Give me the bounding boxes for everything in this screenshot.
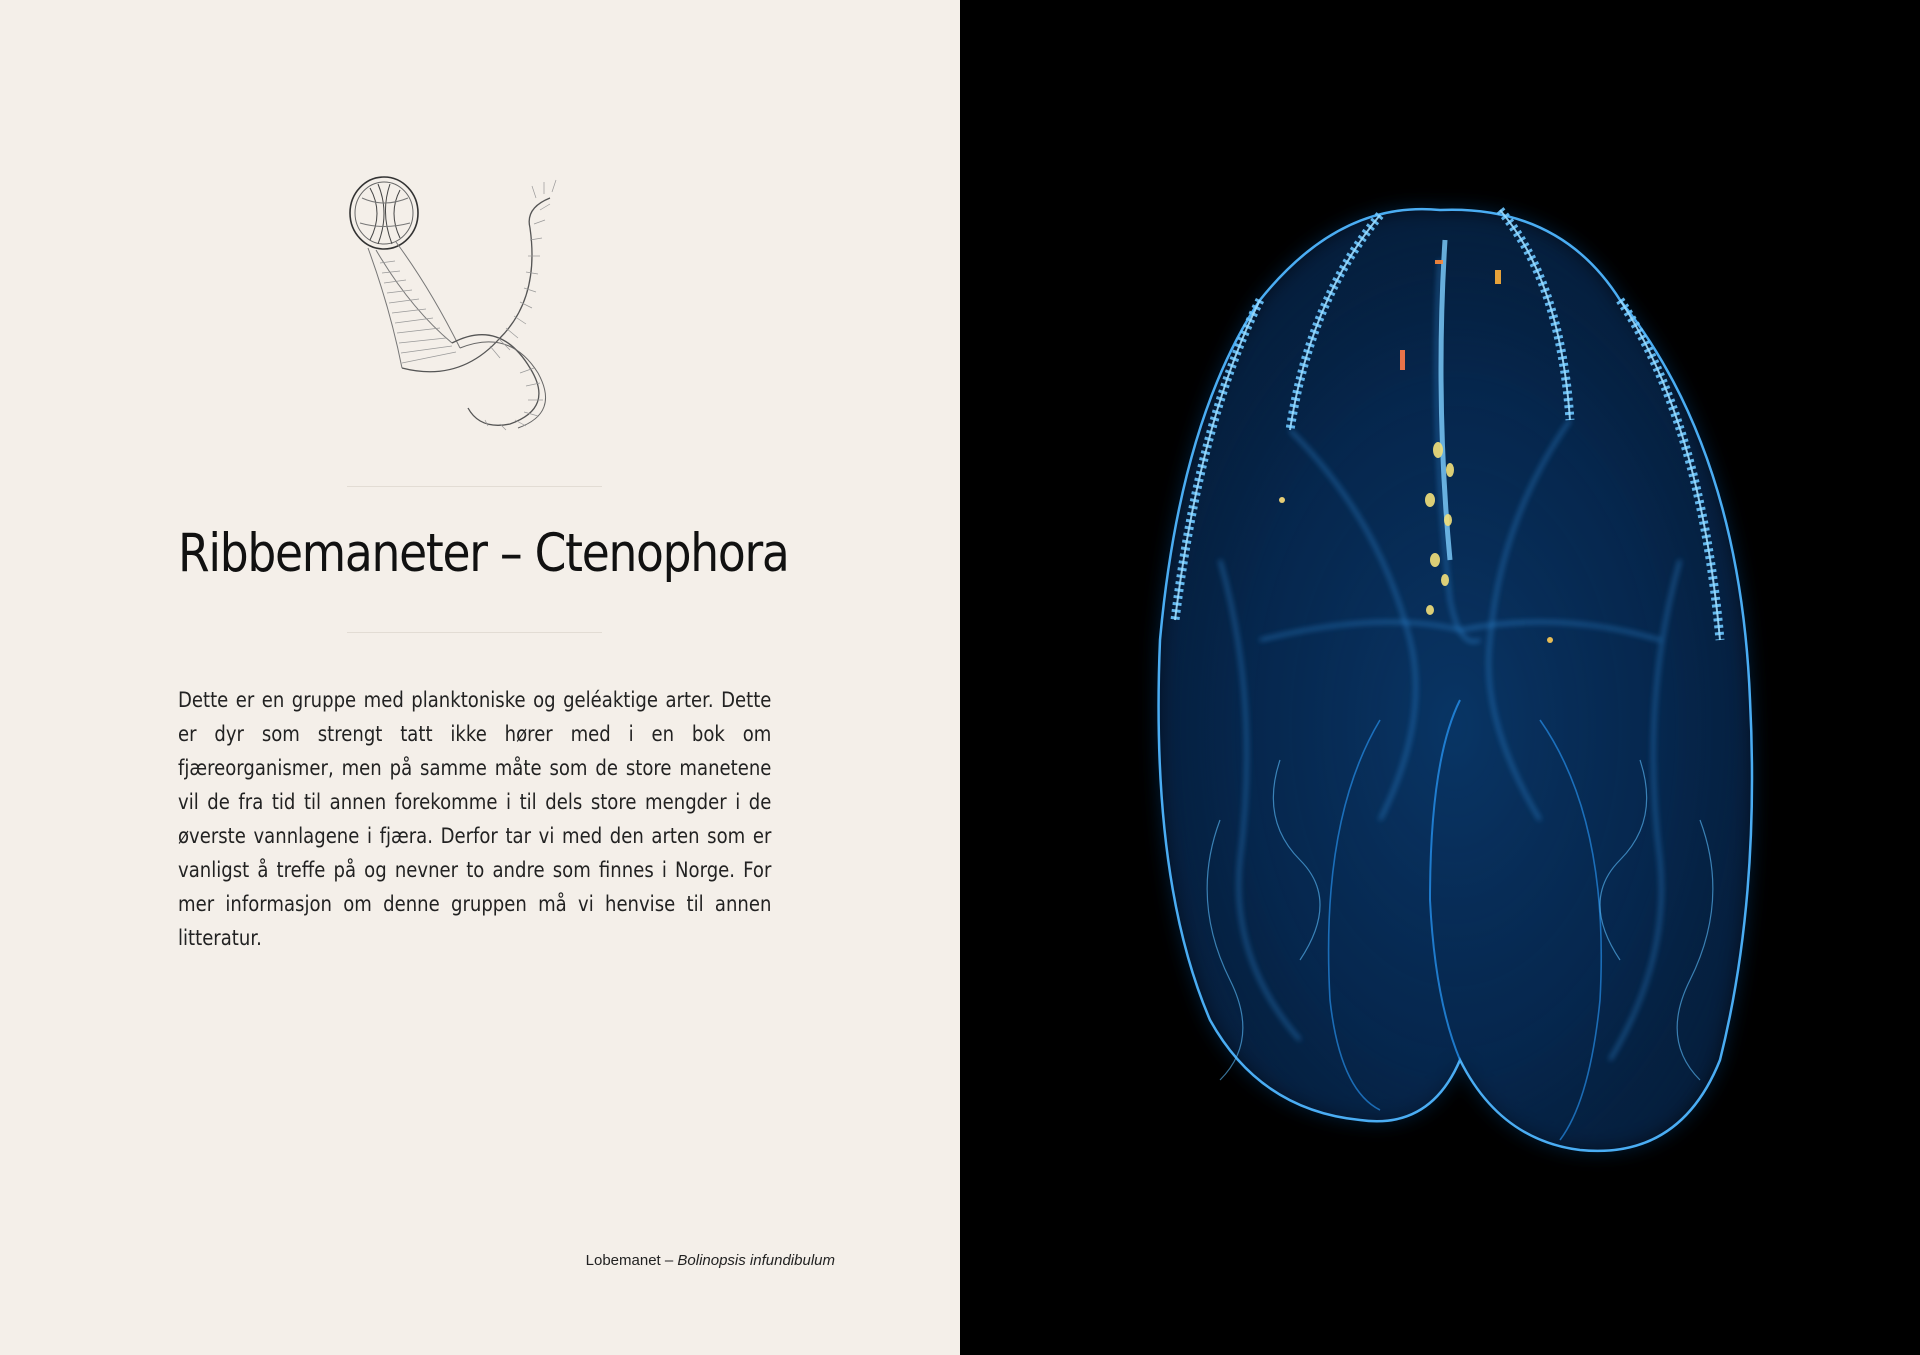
section-title: Ribbemaneter – Ctenophora — [178, 523, 789, 584]
body-paragraph: Dette er en gruppe med planktoniske og geléaktige arter. Dette er dyr som strengt tatt ikke hører med i en bok om fjæreorganismer, men på samme måte som de store manetene vil de fra tid til annen forekomme i til dels store mengder i de øverste vannlagene i fjæra. Derfor tar vi med den arten som er vanligst å treffe på og nevner to andre som finnes i Norge. For mer informasjon om denne gruppen må vi henvise til annen litteratur. — [178, 688, 772, 950]
ctenophore-sketch-icon — [340, 168, 620, 438]
divider-top — [347, 486, 602, 487]
right-page — [960, 0, 1920, 1355]
photo-caption — [586, 1252, 835, 1269]
divider-bottom — [347, 632, 602, 633]
caption-latin-name: Bolinopsis infundibulum — [677, 1252, 835, 1269]
glowing-comb-jelly-photo — [960, 0, 1920, 1355]
caption-common-name: Lobemanet – — [585, 1252, 678, 1269]
